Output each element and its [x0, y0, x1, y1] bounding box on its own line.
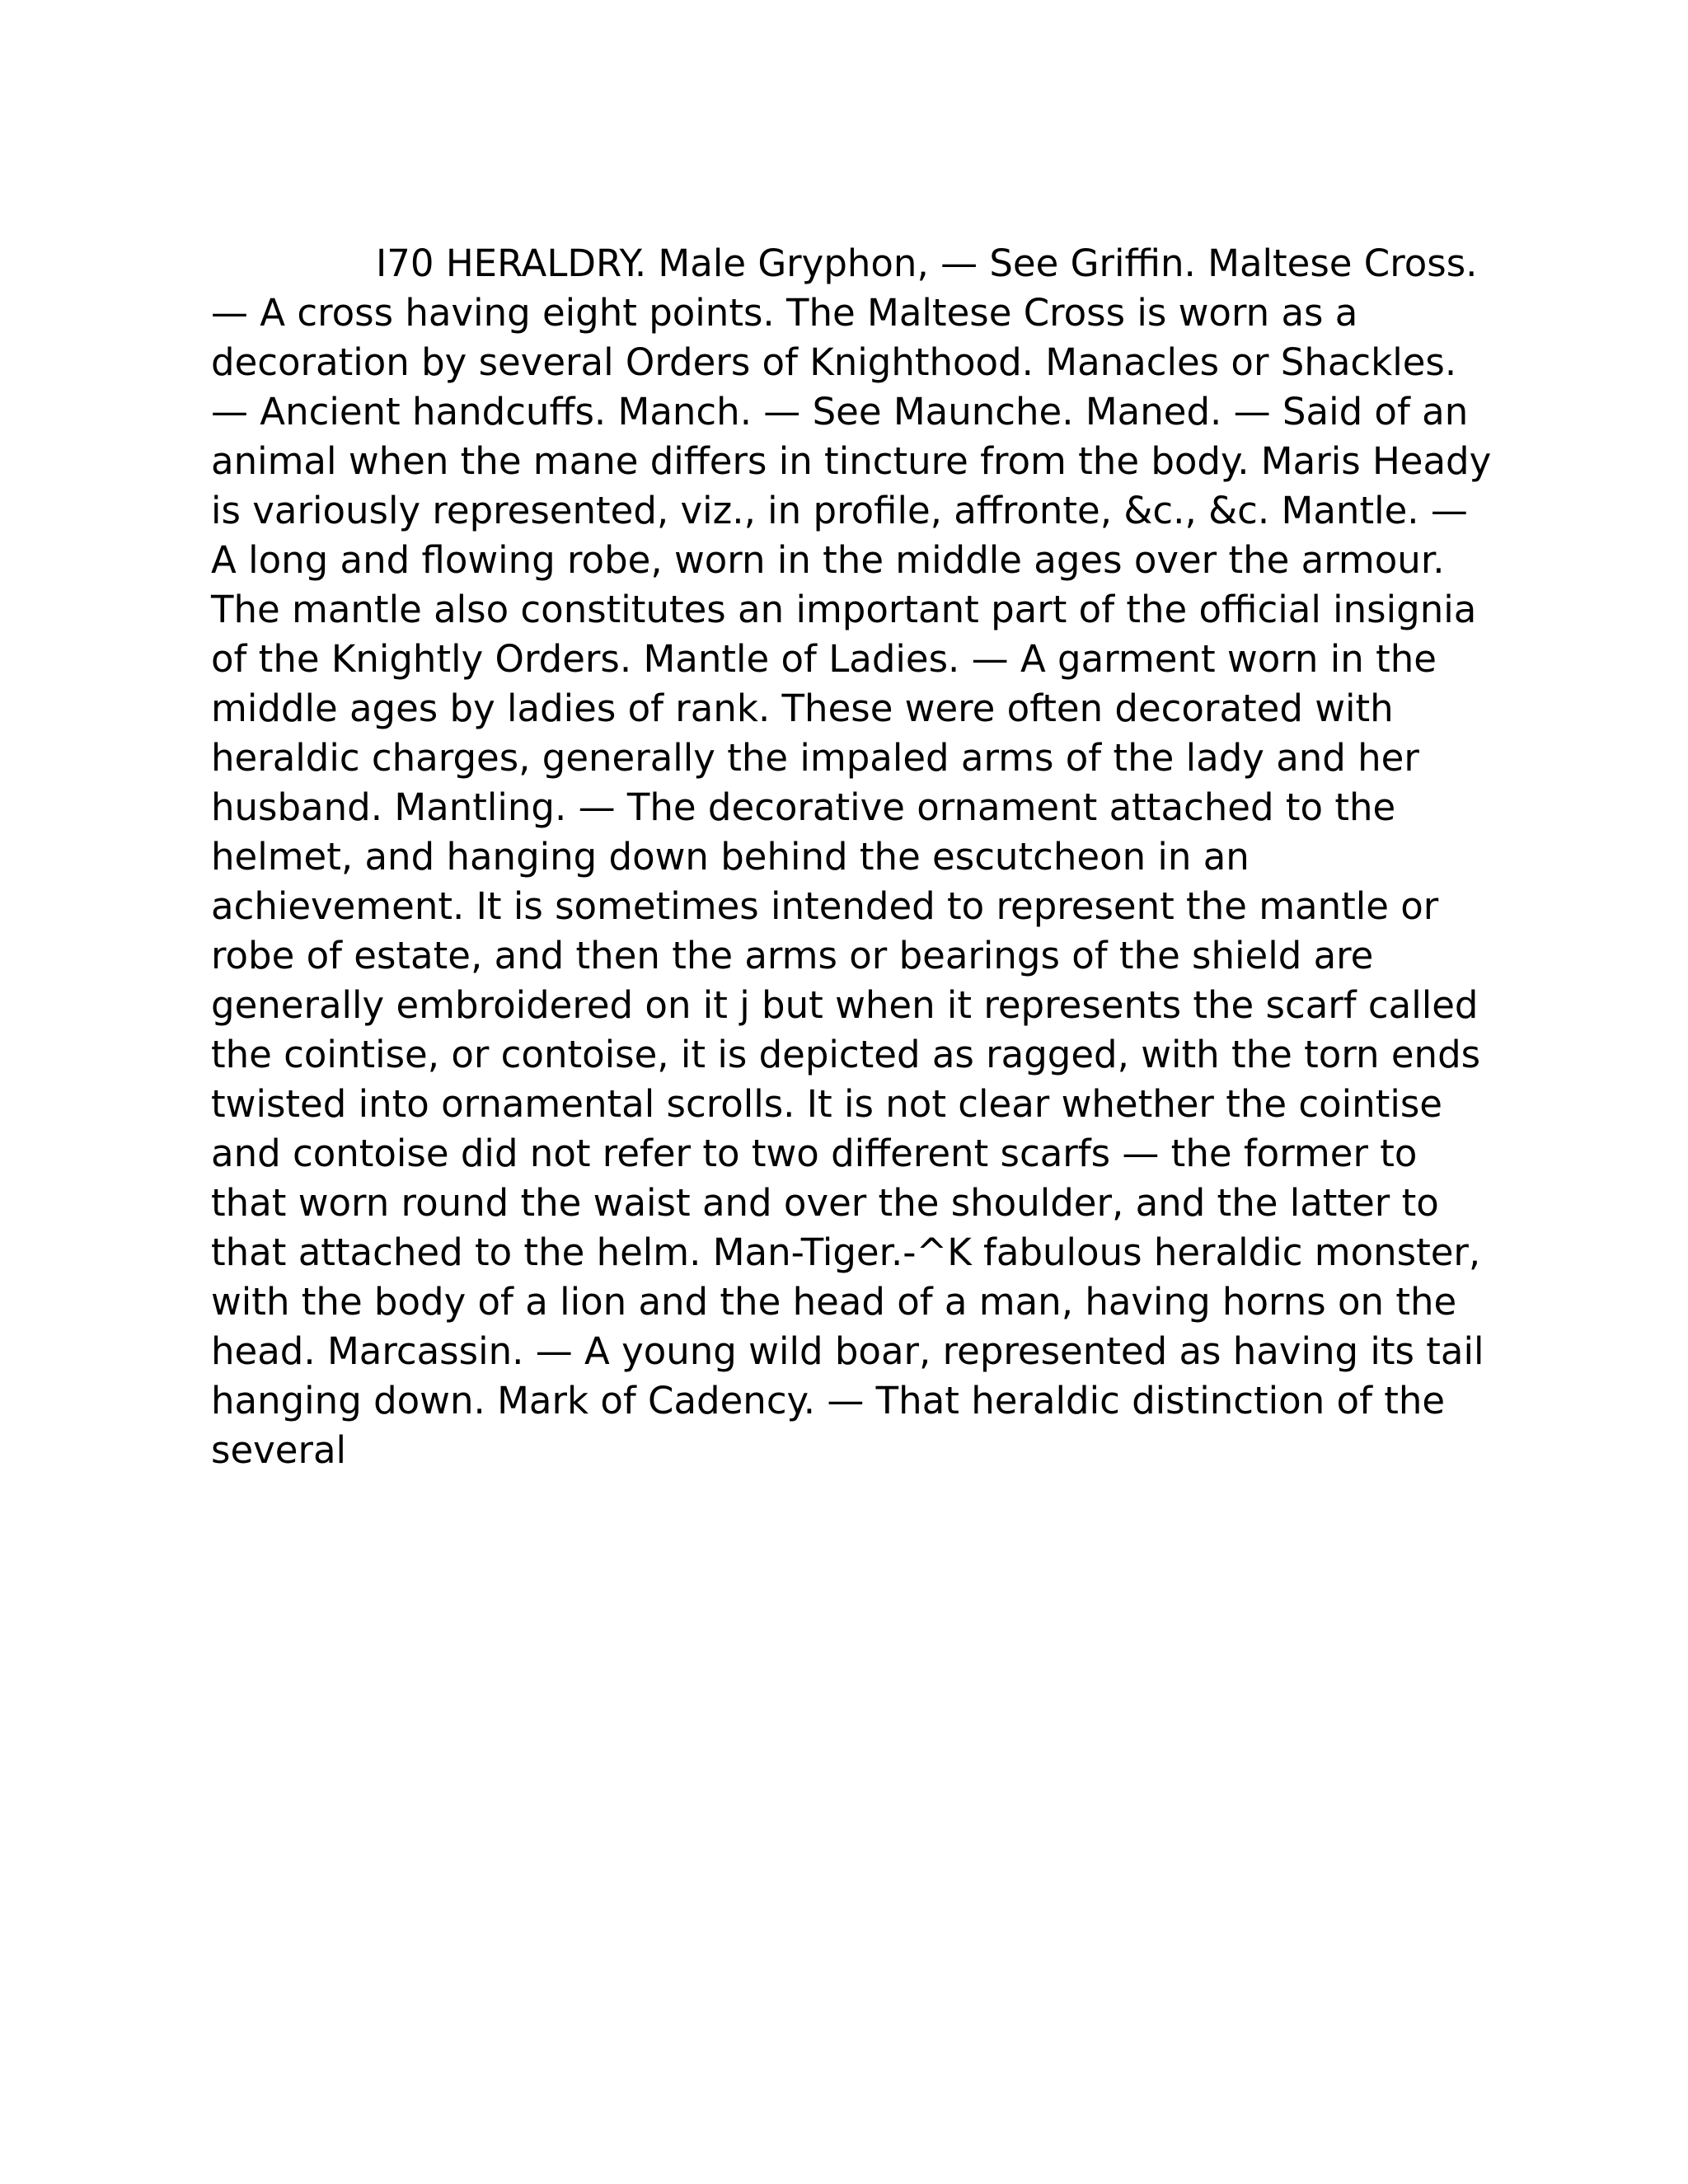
- body-text: I70 HERALDRY. Male Gryphon, — See Griffin. Maltese Cross. — A cross having eight points. The Maltese Cross is worn as a decoration by several Orders of Knighthood. Manacles or Shackles. — Ancient handcuffs. Manch. — See Maunche. Maned. — Said of an animal when the mane differs in tincture from the body. Maris Heady is variously represented, viz., in profile, affronte, &c., &c. Mantle. — A long and flowing robe, worn in the middle ages over the armour. The mantle also constitutes an important part of the official insignia of the Knightly Orders. Mantle of Ladies. — A garment worn in the middle ages by ladies of rank. These were often decorated with heraldic charges, generally the impaled arms of the lady and her husband. Mantling. — The decorative ornament attached to the helmet, and hanging down behind the escutcheon in an achievement. It is sometimes intended to represent the mantle or robe of estate, and then the arms or bearings of the shield are generally embroidered on it j but when it represents the scarf called the cointise, or contoise, it is depicted as ragged, with the torn ends twisted into ornamental scrolls. It is not clear whether the cointise and contoise did not refer to two different scarfs — the former to that worn round the waist and over the shoulder, and the latter to that attached to the helm. Man-Tiger.-^K fabulous heraldic monster, with the body of a lion and the head of a man, having horns on the head. Marcassin. — A young wild boar, represented as having its tail hanging down. Mark of Cadency. — That heraldic distinction of the several: [211, 241, 1492, 1472]
